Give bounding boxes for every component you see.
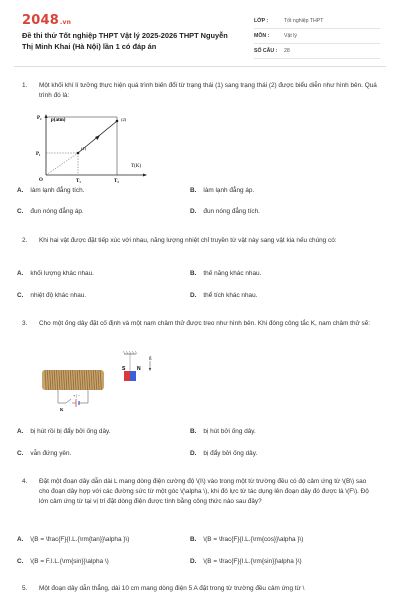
support-hatch-icon <box>123 351 137 354</box>
logo-suffix: .vn <box>59 19 72 26</box>
question-text: Đặt một đoạn dây dẫn dài L mang dòng điện cường độ \(I\) vào trong một từ trường đều có độ cảm ứng từ \(B\) sao cho đoạn dây hợp với các đường sức từ một góc \(\alpha \), khi đó lực từ tác dụng lên đoạn dây đó được là \(F\). Độ lớn cảm ứng từ tại vị trí đặt dòng điện được tính bằng công thức nào sau đây? <box>39 478 369 505</box>
option-a[interactable] <box>17 428 111 435</box>
question-number: 3. <box>22 320 28 327</box>
meta-value: Vật lý <box>284 33 297 39</box>
question-4 <box>22 477 382 507</box>
exam-meta <box>254 14 380 59</box>
option-text: bị hút rồi bị đẩy bởi ống dây. <box>30 428 111 435</box>
question-2 <box>22 236 382 246</box>
option-letter: A. <box>17 536 24 543</box>
option-text: thể tích khác nhau. <box>203 292 258 299</box>
battery-label: + | − <box>73 393 81 398</box>
option-letter: C. <box>17 208 24 215</box>
magnet-south <box>124 371 130 381</box>
p1-label: P₁ <box>36 152 41 157</box>
process-arrow <box>95 135 100 140</box>
question-text: Cho một ống dây đặt cố định và một nam châm thử được treo như hình bên. Khi đóng công tắc K, nam châm thử sẽ: <box>39 320 371 327</box>
meta-row-count <box>254 44 380 59</box>
option-letter: D. <box>190 292 197 299</box>
south-label: S <box>122 366 126 372</box>
option-d[interactable] <box>190 558 302 565</box>
state-point-1 <box>77 152 80 155</box>
option-letter: C. <box>17 450 24 457</box>
option-a[interactable] <box>17 187 84 194</box>
solenoid-diagram <box>36 351 166 413</box>
option-b[interactable] <box>190 428 256 435</box>
option-text: \(B = \frac{F}{I.L.{\rm{tan}}\alpha }\) <box>30 536 130 543</box>
t1-label: T₁ <box>76 179 81 183</box>
question-number: 5. <box>22 585 28 592</box>
meta-row-subject <box>254 29 380 44</box>
x-axis-label: T(K) <box>131 164 141 169</box>
question-number: 1. <box>22 82 28 89</box>
option-text: làm lạnh đẳng tích. <box>30 187 85 194</box>
meta-row-class <box>254 14 380 29</box>
question-number: 4. <box>22 478 28 485</box>
magnet-north <box>130 371 136 381</box>
option-d[interactable] <box>190 292 257 299</box>
option-letter: D. <box>190 558 197 565</box>
meta-key: MÔN : <box>254 33 270 39</box>
option-letter: A. <box>17 187 24 194</box>
north-label: N <box>137 366 141 372</box>
option-text: vẫn đứng yên. <box>30 450 72 457</box>
option-text: bị đẩy bởi ống dây. <box>203 450 258 457</box>
page-header <box>0 0 400 66</box>
option-letter: B. <box>190 428 197 435</box>
origin-label: O <box>39 178 43 183</box>
p2-label: P₂ <box>37 116 42 121</box>
option-text: đun nóng đẳng áp. <box>30 208 84 215</box>
site-logo[interactable] <box>22 13 71 28</box>
option-c[interactable] <box>17 450 71 457</box>
option-text: \(B = \frac{F}{I.L.{\rm{cos}}\alpha }\) <box>203 536 304 543</box>
option-letter: C. <box>17 558 24 565</box>
option-text: đun nóng đẳng tích. <box>203 208 260 215</box>
option-letter: D. <box>190 450 197 457</box>
option-d[interactable] <box>190 450 257 457</box>
pt-diagram <box>34 113 154 183</box>
question-text: Khi hai vật được đặt tiếp xúc với nhau, năng lượng nhiệt chỉ truyền từ vật này sang vật kia nếu chúng có: <box>39 237 337 244</box>
option-text: bị hút bởi ống dây. <box>203 428 256 435</box>
option-letter: B. <box>190 187 197 194</box>
option-text: \(B = \frac{F}{I.L.{\rm{sin}}\alpha }\) <box>203 558 302 565</box>
meta-key: SỐ CÂU : <box>254 48 278 54</box>
y-axis-label: p(atm) <box>51 118 66 123</box>
header-divider <box>14 66 386 67</box>
question-text: Một khối khí lí tưởng thực hiện quá trình biến đổi từ trạng thái (1) sang trạng thái (2) được biểu diễn như hình bên. Quá trình đó là: <box>39 82 377 99</box>
origin-dash <box>46 153 78 175</box>
option-c[interactable] <box>17 208 84 215</box>
meta-value: 28 <box>284 48 290 54</box>
option-d[interactable] <box>190 208 260 215</box>
option-b[interactable] <box>190 536 303 543</box>
option-text: làm lạnh đẳng áp. <box>203 187 255 194</box>
point-2-label: (2) <box>121 117 127 122</box>
question-3 <box>22 319 382 329</box>
option-a[interactable] <box>17 536 129 543</box>
meta-value: Tốt nghiệp THPT <box>284 18 324 24</box>
option-letter: C. <box>17 292 24 299</box>
option-c[interactable] <box>17 292 86 299</box>
switch-label: K <box>60 407 64 412</box>
logo-text: 2048 <box>22 13 59 28</box>
question-number: 2. <box>22 237 28 244</box>
gravity-label: g <box>149 356 152 361</box>
t2-label: T₂ <box>114 179 119 183</box>
option-text: \(B = F.I.L.{\rm{sin}}\alpha \) <box>30 558 109 565</box>
switch-k[interactable] <box>66 399 71 403</box>
option-letter: A. <box>17 270 24 277</box>
option-letter: B. <box>190 536 197 543</box>
meta-key: LỚP : <box>254 18 269 24</box>
option-letter: A. <box>17 428 24 435</box>
option-text: nhiệt độ khác nhau. <box>30 292 87 299</box>
point-1-label: (1) <box>81 146 87 151</box>
question-1 <box>22 81 382 101</box>
option-b[interactable] <box>190 270 261 277</box>
option-text: khối lượng khác nhau. <box>30 270 94 277</box>
page-title: Đề thi thử Tốt nghiệp THPT Vật lý 2025-2026 THPT Nguyễn Thị Minh Khai (Hà Nội) lần 1 có đáp án <box>22 31 228 51</box>
option-text: thế năng khác nhau. <box>203 270 262 277</box>
option-c[interactable] <box>17 558 109 565</box>
option-b[interactable] <box>190 187 254 194</box>
question-5 <box>22 584 382 594</box>
question-text: Một đoạn dây dẫn thẳng, dài 10 cm mang dòng điện 5 A đặt trong từ trường đều cảm ứng từ \ <box>39 585 305 592</box>
option-a[interactable] <box>17 270 94 277</box>
option-letter: B. <box>190 270 197 277</box>
state-point-2 <box>116 120 119 123</box>
option-letter: D. <box>190 208 197 215</box>
